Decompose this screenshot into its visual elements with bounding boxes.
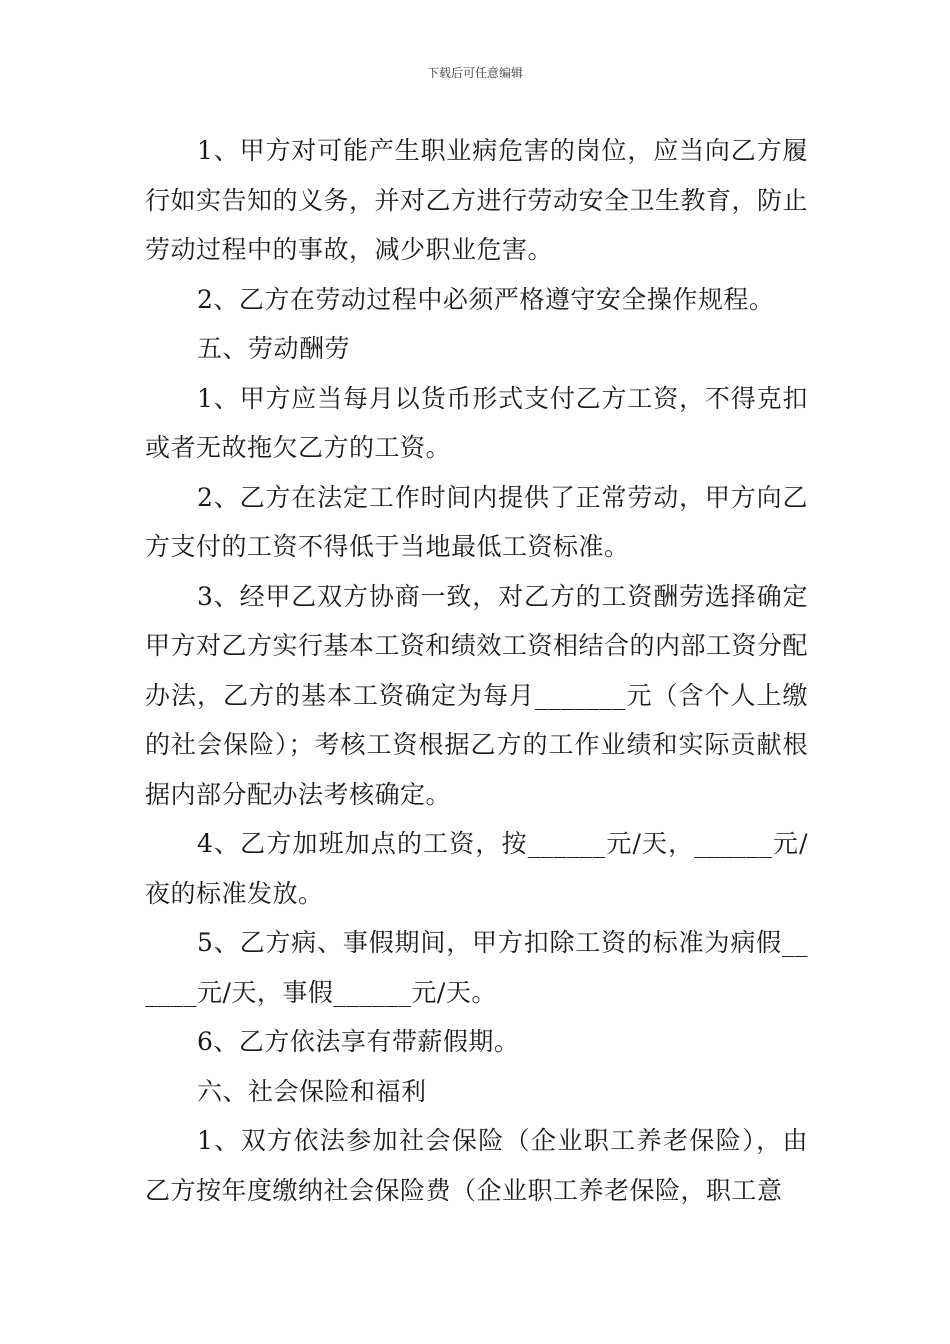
paragraph-paid-leave: 6、乙方依法享有带薪假期。: [197, 1027, 520, 1056]
paragraph-occupational-hazard-notice: 1、甲方对可能产生职业病危害的岗位，应当向乙方履行如实告知的义务，并对乙方进行劳动安全卫生教育，防止劳动过程中的事故，减少职业危害。: [145, 136, 809, 264]
paragraph-base-wage: 3、经甲乙双方协商一致，对乙方的工资酬劳选择确定甲方对乙方实行基本工资和绩效工资相结合的内部工资分配办法，乙方的基本工资确定为每月_______元（含个人上缴的社会保险）；考核工资根据乙方的工作业绩和实际贡献根据内部分配办法考核确定。: [145, 581, 809, 809]
section-heading-social-insurance: 六、社会保险和福利: [197, 1076, 427, 1106]
document-body: [145, 126, 808, 1215]
paragraph-monthly-wage: 1、甲方应当每月以货币形式支付乙方工资，不得克扣或者无故拖欠乙方的工资。: [145, 383, 808, 462]
paragraph-overtime-pay: 4、乙方加班加点的工资，按______元/天，______元/夜的标准发放。: [145, 829, 808, 908]
paragraph-social-insurance: 1、双方依法参加社会保险（企业职工养老保险），由乙方按年度缴纳社会保险费（企业职工养老保险，职工意: [145, 1126, 808, 1205]
page-header: 下载后可任意编辑: [426, 66, 523, 80]
section-heading-remuneration: 五、劳动酬劳: [197, 334, 351, 363]
paragraph-safety-rules: 2、乙方在劳动过程中必须严格遵守安全操作规程。: [197, 284, 775, 314]
paragraph-minimum-wage: 2、乙方在法定工作时间内提供了正常劳动，甲方向乙方支付的工资不得低于当地最低工资标准。: [145, 482, 808, 561]
paragraph-leave-deduction: 5、乙方病、事假期间，甲方扣除工资的标准为病假______元/天，事假______元/天。: [145, 928, 808, 1007]
